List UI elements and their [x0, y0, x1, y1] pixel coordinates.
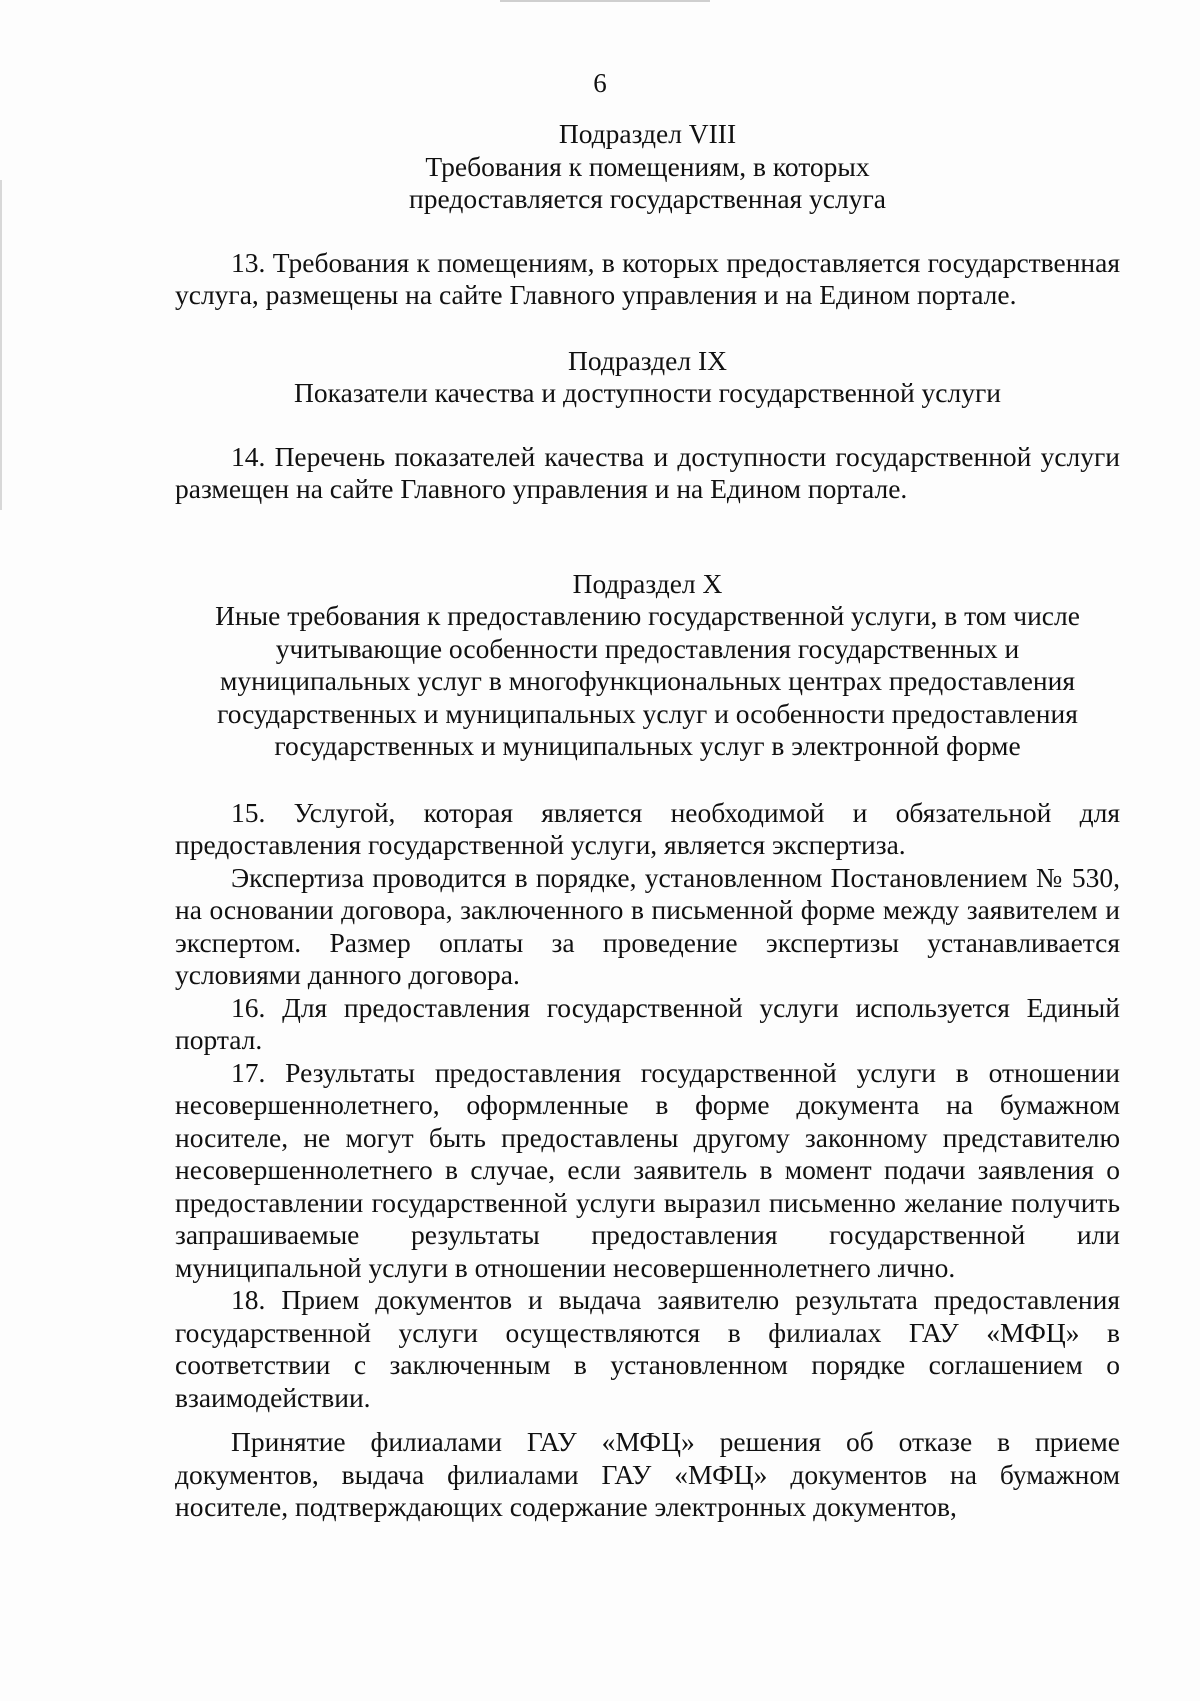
heading-line: Подраздел VIII — [558, 118, 737, 149]
document-body — [175, 118, 1120, 1524]
paragraph-13: 13. Требования к помещениям, в которых предоставляется государственная услуга, размещены на сайте Главного управления и на Едином портале. — [175, 246, 1120, 310]
heading-line: Подраздел IX — [568, 344, 727, 376]
paragraph-16: 16. Для предоставления государственной услуги используется Единый портал. — [175, 991, 1120, 1055]
paragraph-expertise: Экспертиза проводится в порядке, установленном Постановлением № 530, на основании договора, заключенного в письменной форме между заявителем и экспертом. Размер оплаты за проведение экспертизы устанавливается условиями данного договора. — [175, 861, 1120, 990]
section-heading-x — [175, 568, 1120, 763]
scan-artifact-top — [500, 0, 710, 2]
scan-artifact-left-edge — [0, 180, 2, 510]
paragraph-mfc-decisions: Принятие филиалами ГАУ «МФЦ» решения об отказе в приеме документов, выдача филиалами ГАУ «МФЦ» документов на бумажном носителе, подтверждающих содержание электронных документов, — [175, 1426, 1120, 1522]
paragraph-15: 15. Услугой, которая является необходимой и обязательной для предоставления государственной услуги, является экспертиза. — [175, 796, 1120, 860]
heading-line: предоставляется государственная услуга — [409, 183, 886, 214]
heading-line: Иные требования к предоставлению государственной услуги, в том числе — [215, 600, 1080, 631]
section-heading-ix — [175, 345, 1120, 410]
page-number: 6 — [593, 68, 607, 98]
heading-line: Показатели качества и доступности государственной услуги — [294, 377, 1001, 408]
heading-line: Требования к помещениям, в которых — [425, 150, 870, 182]
heading-line: муниципальных услуг в многофункциональных центрах предоставления — [219, 665, 1076, 696]
heading-line: Подраздел X — [572, 567, 723, 599]
paragraph-17: 17. Результаты предоставления государственной услуги в отношении несовершеннолетнего, оформленные в форме документа на бумажном носителе, не могут быть предоставлены другому законному представителю несовершеннолетнего в случае, если заявитель в момент подачи заявления о предоставлении государственной услуги выразил письменно желание получить запрашиваемые результаты предоставления государственной или муниципальной услуги в отношении несовершеннолетнего лично. — [175, 1056, 1120, 1283]
paragraph-14: 14. Перечень показателей качества и доступности государственной услуги размещен на сайте Главного управления и на Едином портале. — [175, 440, 1120, 504]
heading-line: государственных и муниципальных услуг в электронной форме — [274, 730, 1021, 761]
section-heading-viii — [175, 118, 1120, 216]
heading-line: государственных и муниципальных услуг и особенности предоставления — [217, 697, 1078, 729]
paragraph-18: 18. Прием документов и выдача заявителю результата предоставления государственной услуги осуществляются в филиалах ГАУ «МФЦ» в соответствии с заключенным в установленном порядке соглашением о взаимодействии. — [175, 1284, 1120, 1413]
heading-line: учитывающие особенности предоставления государственных и — [275, 632, 1020, 664]
